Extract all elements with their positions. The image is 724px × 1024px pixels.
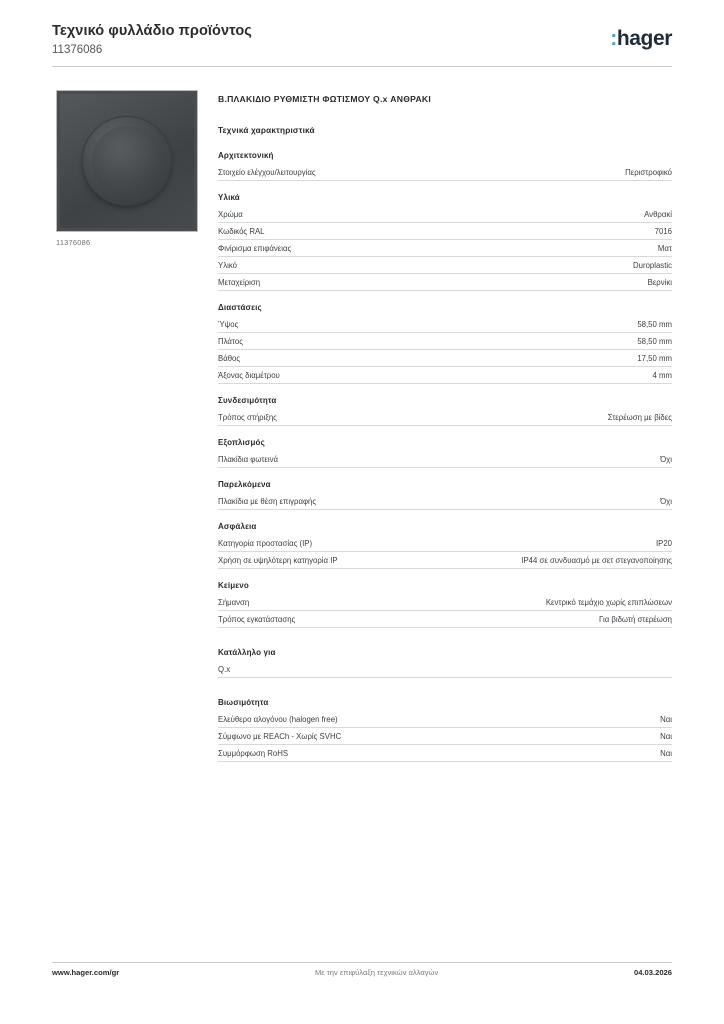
specs-section-title: Τεχνικά χαρακτηριστικά [218, 126, 315, 135]
spec-row [218, 552, 672, 569]
spec-group-heading: Κατάλληλο για [218, 648, 276, 657]
spec-group-heading: Κείμενο [218, 581, 249, 590]
spec-row-value: Όχι [660, 496, 672, 506]
spec-row-label: Πλάτος [218, 336, 243, 346]
spec-row-label: Ελεύθερο αλογόνου (halogen free) [218, 714, 338, 724]
specs-groups-container [218, 151, 672, 762]
spec-row [218, 594, 672, 611]
spec-row-value: 58,50 mm [637, 336, 672, 346]
spec-row [218, 661, 672, 678]
spec-row-label: Μεταχείριση [218, 277, 261, 287]
spec-row-value: IP20 [655, 538, 672, 548]
spec-row-value: Ναι [660, 714, 672, 724]
spec-row [218, 206, 672, 223]
spec-group [218, 648, 672, 678]
spec-group [218, 581, 672, 628]
page-header [52, 22, 672, 58]
spec-row [218, 451, 672, 468]
spec-row [218, 611, 672, 628]
page-title: Τεχνικό φυλλάδιο προϊόντος [52, 23, 252, 39]
spec-row-label: Συμμόρφωση RoHS [218, 748, 289, 758]
header-titles [52, 22, 252, 58]
spec-row-label: Πλακίδια φωτεινά [218, 454, 279, 464]
logo-wordmark: hager [616, 27, 672, 50]
spec-row-value: Ναι [660, 731, 672, 741]
spec-row-label: Χρήση σε υψηλότερη κατηγορία IP [218, 555, 338, 565]
spec-row-label: Q.x [218, 664, 231, 674]
spec-row-value: IP44 σε συνδυασμό με σετ στεγανοποίησης [521, 555, 672, 565]
spec-row-value: Κεντρικό τεμάχιο χωρίς επιπλώσεων [545, 597, 672, 607]
spec-row-label: Ύψος [218, 319, 239, 329]
spec-group [218, 303, 672, 384]
spec-row-label: Κατηγορία προστασίας (IP) [218, 538, 313, 548]
spec-row-value: Στερέωση με βίδες [607, 412, 672, 422]
spec-row-label: Κωδικός RAL [218, 226, 265, 236]
spec-row-label: Τρόπος στήριξης [218, 412, 277, 422]
spec-row-value: Για βιδωτή στερέωση [599, 614, 672, 624]
spec-row-value: 17,50 mm [637, 353, 672, 363]
spec-row [218, 367, 672, 384]
spec-group-heading: Υλικά [218, 193, 240, 202]
spec-group [218, 193, 672, 291]
spec-row [218, 223, 672, 240]
spec-row-label: Υλικό [218, 260, 237, 270]
spec-group [218, 522, 672, 569]
logo-colon-mark: : [610, 27, 617, 50]
spec-row-value: 58,50 mm [637, 319, 672, 329]
spec-row-label: Χρώμα [218, 209, 243, 219]
spec-row [218, 164, 672, 181]
spec-row-value: Ματ [657, 243, 672, 253]
spec-row-label: Τρόπος εγκατάστασης [218, 614, 296, 624]
spec-row [218, 333, 672, 350]
spec-row-value: Βερνίκι [647, 277, 672, 287]
spec-row [218, 409, 672, 426]
spec-group-heading: Διαστάσεις [218, 303, 262, 312]
product-image-caption: 11376086 [56, 238, 91, 247]
product-name: Β.ΠΛΑΚΙΔΙΟ ΡΥΘΜΙΣΤΗ ΦΩΤΙΣΜΟΥ Q.x ΑΝΘΡΑΚΙ [218, 94, 432, 104]
spec-row [218, 316, 672, 333]
spec-group [218, 480, 672, 510]
spec-row-value: 7016 [654, 226, 672, 236]
spec-group [218, 396, 672, 426]
spec-group-heading: Βιωσιμότητα [218, 698, 269, 707]
spec-row-label: Στοιχείο ελέγχου/λειτουργίας [218, 167, 316, 177]
spec-row-label: Φινίρισμα επιφάνειας [218, 243, 292, 253]
product-reference: 11376086 [52, 43, 103, 56]
spec-row [218, 535, 672, 552]
spec-row [218, 274, 672, 291]
rotary-knob-shape [83, 117, 171, 205]
page-footer [52, 968, 672, 977]
spec-group-heading: Αρχιτεκτονική [218, 151, 274, 160]
spec-group-heading: Συνδεσιμότητα [218, 396, 277, 405]
spec-row-label: Πλακίδια με θέση επιγραφής [218, 496, 317, 506]
spec-group-heading: Εξοπλισμός [218, 438, 265, 447]
footer-disclaimer: Με την επιφύλαξη τεχνικών αλλαγών [314, 968, 439, 977]
product-image-block [56, 90, 200, 247]
spec-row [218, 728, 672, 745]
spec-group-heading: Ασφάλεια [218, 522, 257, 531]
spec-row [218, 493, 672, 510]
spec-row-label: Σύμφωνο με REACh - Χωρίς SVHC [218, 731, 342, 741]
spec-row-value: Duroplastic [633, 260, 672, 270]
spec-row [218, 711, 672, 728]
header-divider [52, 66, 672, 67]
spec-group-heading: Παρελκόμενα [218, 480, 271, 489]
spec-group [218, 698, 672, 762]
spec-row [218, 745, 672, 762]
footer-divider [52, 962, 672, 963]
product-photo [56, 90, 198, 232]
spec-row-label: Σήμανση [218, 597, 250, 607]
spec-row-value: Ναι [660, 748, 672, 758]
spec-row [218, 240, 672, 257]
spec-row-value: Όχι [660, 454, 672, 464]
spec-group [218, 438, 672, 468]
spec-row-label: Άξονας διαμέτρου [218, 370, 280, 380]
spec-row-value: Περιστροφικό [625, 167, 672, 177]
footer-date: 04.03.2026 [633, 968, 672, 977]
hager-logo [610, 28, 672, 49]
specification-panel [218, 94, 672, 774]
spec-row-value: 4 mm [652, 370, 672, 380]
spec-row-label: Βάθος [218, 353, 241, 363]
footer-website-link[interactable]: www.hager.com/gr [52, 968, 120, 977]
spec-group [218, 151, 672, 181]
spec-row [218, 350, 672, 367]
spec-row-value: Ανθρακί [644, 209, 672, 219]
spec-row [218, 257, 672, 274]
